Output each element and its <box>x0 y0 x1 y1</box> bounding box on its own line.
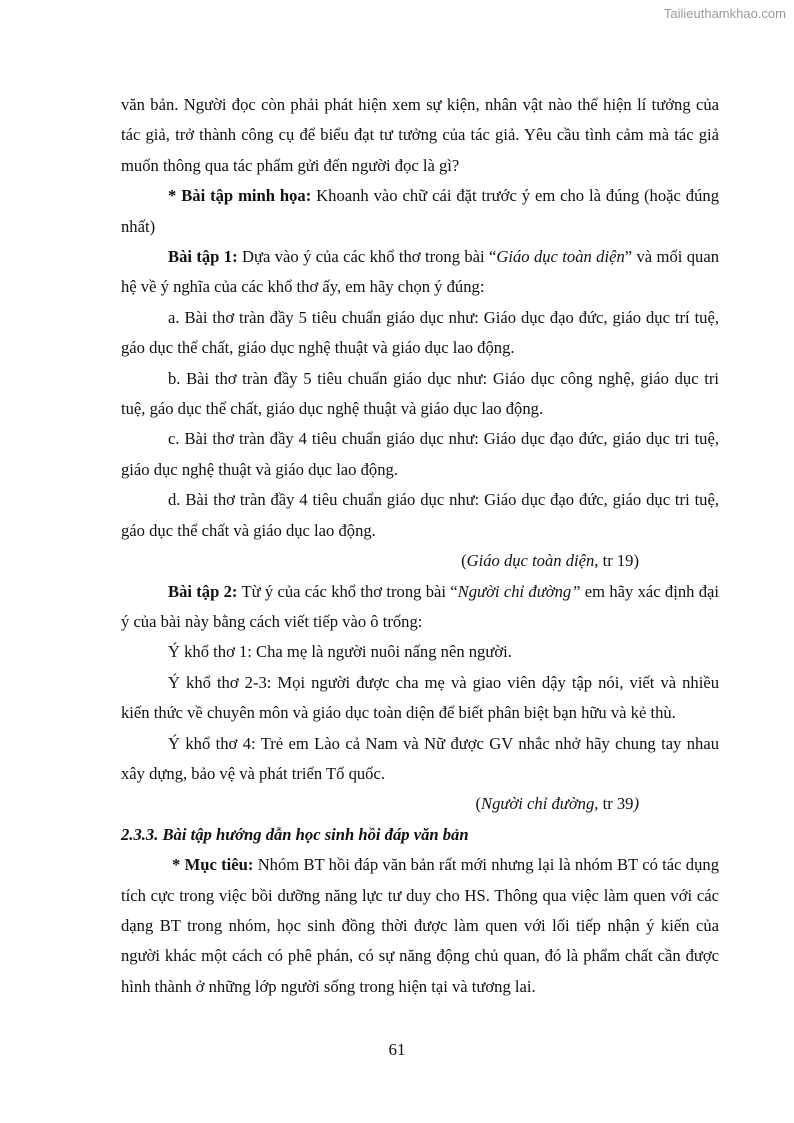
stanza-2-3-idea: Ý khổ thơ 2-3: Mọi người được cha mẹ và giao viên dậy tập nói, viết và nhiều kiến thức về chuyên môn và giáo dục toàn diện để biết phân biệt bạn hữu và kẻ thù. <box>121 672 719 723</box>
exercise-example-text: Khoanh vào chữ cái đặt trước ý em cho là đúng (hoặc đúng nhất) <box>121 186 719 236</box>
goal-label: * Mục tiêu: <box>172 855 254 875</box>
exercise-example <box>121 181 719 242</box>
section-heading: 2.3.3. Bài tập hướng dẫn học sinh hồi đáp văn bản <box>121 824 469 844</box>
page-number: 61 <box>388 1040 406 1059</box>
paragraph-intro: văn bản. Người đọc còn phải phát hiện xem sự kiện, nhân vật nào thể hiện lí tưởng của tác giả, trở thành công cụ để biểu đạt tư tưởng của tác giả. Yêu cầu tình cảm mà tác giả muốn thông qua tác phẩm gửi đến người đọc là gì? <box>121 95 719 175</box>
option-a: a. Bài thơ tràn đầy 5 tiêu chuẩn giáo dục như: Giáo dục đạo đức, giáo dục trí tuệ, gáo dục thể chất, giáo dục nghệ thuật và giáo dục lao động. <box>121 307 719 358</box>
exercise-2-title: Người chỉ đường” <box>457 581 581 601</box>
exercise-1-pre: Dựa vào ý của các khổ thơ trong bài “ <box>237 247 497 267</box>
citation-1-open: ( <box>461 551 467 571</box>
citation-2-close: ) <box>633 794 639 814</box>
option-c: c. Bài thơ tràn đầy 4 tiêu chuẩn giáo dục như: Giáo dục đạo đức, giáo dục tri tuệ, giáo dục nghệ thuật và giáo dục lao động. <box>121 429 719 479</box>
exercise-2-post: em hãy xác định đại ý của bài này bằng cách viết tiếp vào ô trống: <box>121 581 719 631</box>
exercise-1-title: Giáo dục toàn diện <box>496 247 625 267</box>
stanza-4-idea: Ý khổ thơ 4: Trẻ em Lào cả Nam và Nữ được GV nhắc nhở hãy chung tay nhau xây dựng, bảo vệ và phát triển Tổ quốc. <box>121 733 719 783</box>
watermark: Tailieuthamkhao.com <box>663 6 786 21</box>
goal-text: Nhóm BT hồi đáp văn bản rất mới nhưng lại là nhóm BT có tác dụng tích cực trong việc bồi dưỡng năng lực tư duy cho HS. Thông qua việc làm quen với các dạng BT trong nhóm, học sinh đồng thời được làm quen với lối tiếp nhận ý kiến của người khác một cách có phê phán, có sự năng động chủ quan, đó là phẩm chất cần được hình thành ở những lớp người sống trong hiện tại và tương lai. <box>121 855 719 996</box>
exercise-2-label: Bài tập 2: <box>168 581 238 601</box>
exercise-1-post: ” và mối quan hệ về ý nghĩa của các khổ thơ ấy, em hãy chọn ý đúng: <box>121 247 719 297</box>
citation-2-open: ( <box>475 794 482 814</box>
exercise-1-label: Bài tập 1: <box>168 247 238 267</box>
source-citation-1 <box>121 546 719 576</box>
goal-paragraph <box>121 850 719 1002</box>
citation-1-rest: , tr 19) <box>594 551 639 571</box>
exercise-2-pre: Từ ý của các khổ thơ trong bài “ <box>237 581 458 601</box>
exercise-2-prompt <box>121 577 719 638</box>
exercise-example-label: * Bài tập minh họa: <box>168 186 312 206</box>
option-b: b. Bài thơ tràn đầy 5 tiêu chuẩn giáo dục như: Giáo dục công nghệ, giáo dục tri tuệ, gáo dục thể chất, giáo dục nghệ thuật và giáo dục lao động. <box>121 368 719 419</box>
citation-2-title: Người chỉ đường <box>481 794 595 814</box>
stanza-1-idea: Ý khổ thơ 1: Cha mẹ là người nuôi nấng nên người. <box>168 642 512 662</box>
citation-1-title: Giáo dục toàn diện <box>466 551 595 571</box>
page-body <box>121 90 719 1002</box>
source-citation-2 <box>121 789 719 819</box>
option-d: d. Bài thơ tràn đầy 4 tiêu chuẩn giáo dục như: Giáo dục đạo đức, giáo dục tri tuệ, gáo dục thể chất và giáo dục lao động. <box>121 490 719 540</box>
citation-2-rest: , tr 39 <box>594 794 634 814</box>
exercise-1-prompt <box>121 242 719 303</box>
